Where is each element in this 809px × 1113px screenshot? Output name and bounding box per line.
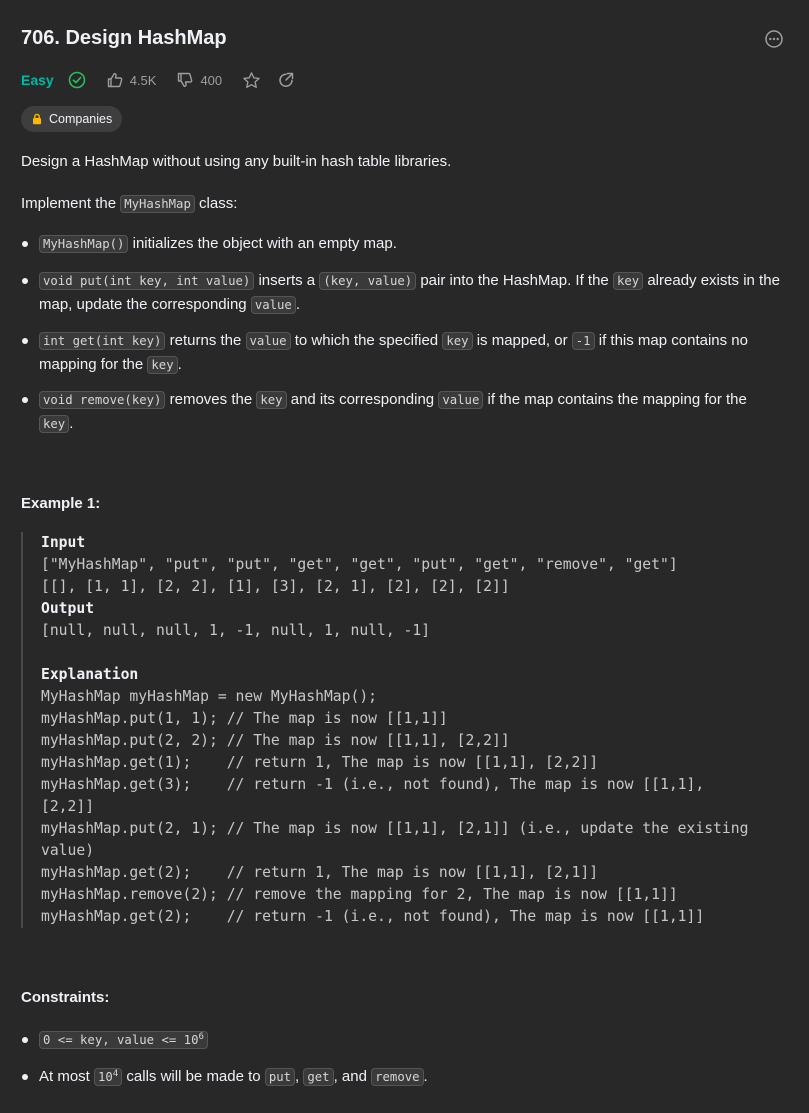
problem-title: 706. Design HashMap <box>21 27 227 49</box>
list-item <box>39 388 784 436</box>
exponent: 6 <box>198 1031 204 1042</box>
problem-meta-bar <box>21 69 301 91</box>
like-button[interactable] <box>106 71 124 89</box>
code-line: myHashMap.put(1, 1); // The map is now [[1,1]] <box>41 710 448 727</box>
inline-code: get <box>303 1068 333 1086</box>
method-desc: . <box>295 296 301 313</box>
method-desc: removes the <box>165 391 257 408</box>
inline-code: key <box>39 415 69 433</box>
code-line: myHashMap.get(1); // return 1, The map is now [[1,1], [2,2]] <box>41 754 599 771</box>
example-io <box>41 532 748 928</box>
code-line: myHashMap.get(2); // return 1, The map is now [[1,1], [2,1]] <box>41 864 599 881</box>
companies-button[interactable] <box>21 106 122 132</box>
code-line: myHashMap.remove(2); // remove the mapping for 2, The map is now [[1,1]] <box>41 886 678 903</box>
implement-prefix: Implement the <box>21 195 121 212</box>
favorite-button[interactable] <box>242 71 261 90</box>
more-options-button[interactable] <box>764 29 784 49</box>
input-label: Input <box>41 534 86 551</box>
constraint-text: . <box>423 1068 428 1085</box>
difficulty-badge: Easy <box>21 72 54 88</box>
likes-count: 4.5K <box>129 72 157 88</box>
method-desc: if the map contains the mapping for the <box>483 391 747 408</box>
output-values: [null, null, null, 1, -1, null, 1, null, -1] <box>41 622 431 639</box>
implement-line <box>21 192 237 216</box>
constraint-text: , and <box>333 1068 372 1085</box>
inline-code: value <box>251 296 296 314</box>
example-block <box>21 532 793 928</box>
thumbs-up-icon <box>106 71 124 89</box>
inline-code: -1 <box>572 332 595 350</box>
inline-code: key <box>613 272 643 290</box>
class-name-code: MyHashMap <box>120 195 195 213</box>
companies-label: Companies <box>49 112 113 126</box>
inline-code: value <box>246 332 291 350</box>
method-desc: to which the specified <box>290 332 443 349</box>
code-line: myHashMap.put(2, 2); // The map is now [[1,1], [2,2]] <box>41 732 510 749</box>
dislike-button[interactable] <box>176 71 194 89</box>
method-desc: . <box>69 415 74 432</box>
inline-code: (key, value) <box>319 272 416 290</box>
exponent: 4 <box>112 1068 119 1079</box>
method-desc: . <box>177 356 182 373</box>
description-intro: Design a HashMap without using any built-in hash table libraries. <box>21 153 452 170</box>
constraint-text: calls will be made to <box>122 1068 265 1085</box>
inline-code: put <box>265 1068 295 1086</box>
more-icon <box>764 29 784 49</box>
method-desc: initializes the object with an empty map. <box>128 235 397 252</box>
star-icon <box>242 71 261 90</box>
example-heading: Example 1: <box>21 495 101 512</box>
method-signature: MyHashMap() <box>39 235 128 253</box>
method-desc: and its corresponding <box>286 391 439 408</box>
output-label: Output <box>41 600 95 617</box>
implement-suffix: class: <box>194 195 238 212</box>
method-desc: already exists in the map, update the corresponding <box>39 272 780 313</box>
method-signature: int get(int key) <box>39 332 165 350</box>
constraint-number: 10 <box>98 1070 113 1084</box>
method-signature: void remove(key) <box>39 391 165 409</box>
method-desc: if this map contains no mapping for the <box>39 332 748 373</box>
share-icon <box>277 71 295 89</box>
dislikes-count: 400 <box>200 72 223 88</box>
input-args: [[], [1, 1], [2, 2], [1], [3], [2, 1], [2], [2], [2]] <box>41 578 510 595</box>
constraint-text: 0 <= key, value <= 10 <box>43 1033 199 1047</box>
explanation-label: Explanation <box>41 666 139 683</box>
constraints-heading: Constraints: <box>21 989 110 1006</box>
method-desc: is mapped, or <box>472 332 572 349</box>
constraint-text: At most <box>39 1068 95 1085</box>
code-line: myHashMap.get(3); // return -1 (i.e., not found), The map is now [[1,1], <box>41 776 705 793</box>
code-line: [2,2]] <box>41 798 95 815</box>
thumbs-down-icon <box>176 71 194 89</box>
method-desc: pair into the HashMap. If the <box>416 272 613 289</box>
list-item <box>39 1028 784 1052</box>
code-line: myHashMap.get(2); // return -1 (i.e., not found), The map is now [[1,1]] <box>41 908 705 925</box>
code-line: myHashMap.put(2, 1); // The map is now [[1,1], [2,1]] (i.e., update the existing <box>41 820 749 837</box>
constraint-code <box>39 1031 208 1049</box>
inline-code: key <box>256 391 286 409</box>
code-line: MyHashMap myHashMap = new MyHashMap(); <box>41 688 378 705</box>
constraint-code <box>94 1068 122 1086</box>
list-item <box>39 1065 784 1089</box>
solved-check-icon <box>68 71 86 89</box>
list-item <box>39 269 784 317</box>
inline-code: remove <box>371 1068 423 1086</box>
inline-code: key <box>147 356 177 374</box>
inline-code: key <box>442 332 472 350</box>
code-line: value) <box>41 842 95 859</box>
list-item <box>39 329 784 377</box>
lock-icon <box>31 113 43 125</box>
constraint-text: , <box>295 1068 304 1085</box>
method-desc: returns the <box>165 332 246 349</box>
list-item <box>39 232 784 256</box>
method-desc: inserts a <box>254 272 320 289</box>
input-methods: ["MyHashMap", "put", "put", "get", "get", "put", "get", "remove", "get"] <box>41 556 678 573</box>
inline-code: value <box>438 391 483 409</box>
share-button[interactable] <box>277 71 295 89</box>
method-signature: void put(int key, int value) <box>39 272 254 290</box>
